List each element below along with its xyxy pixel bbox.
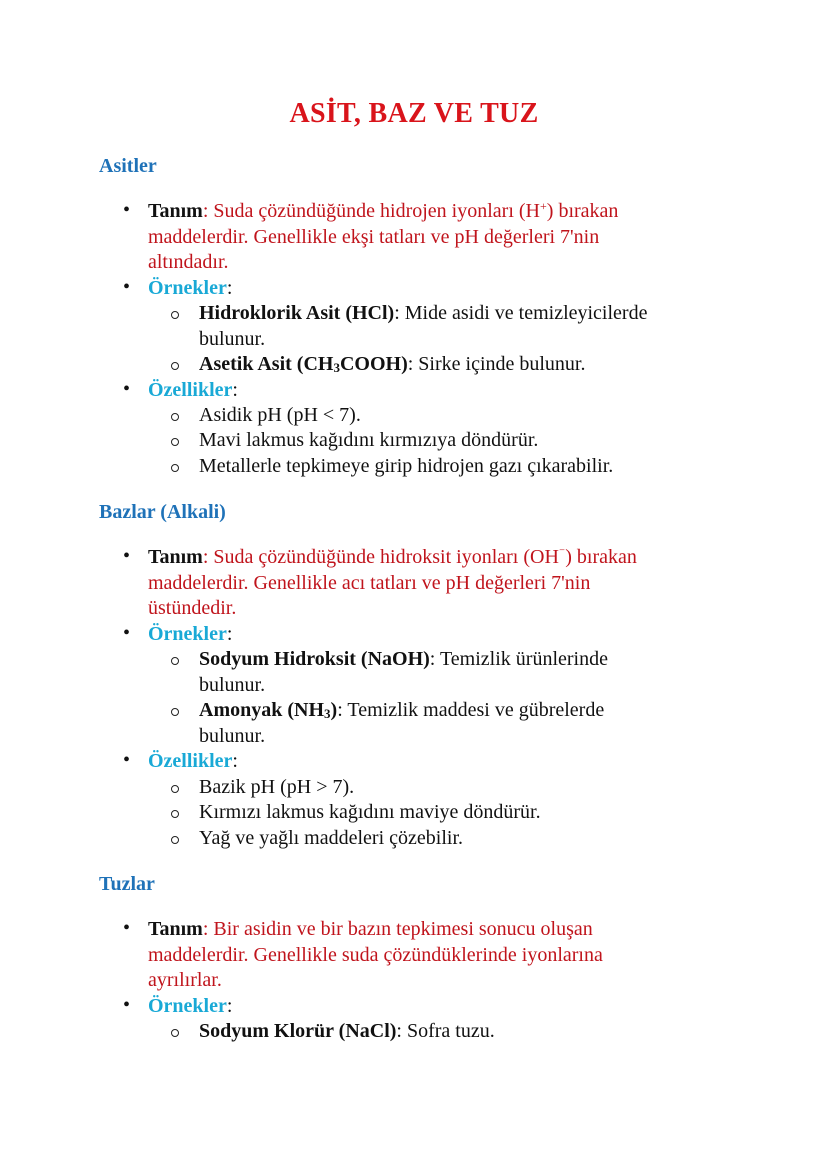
section-heading-bases: Bazlar (Alkali) xyxy=(99,501,226,523)
sub-bullet-icon xyxy=(171,785,179,793)
sub-bullet-icon xyxy=(171,708,179,716)
base-properties-label: Özellikler: xyxy=(148,750,238,772)
bullet-icon: • xyxy=(123,917,131,939)
definition-label: Tanım xyxy=(148,200,203,222)
bullet-icon: • xyxy=(123,199,131,221)
base-example-naoh-line2: bulunur. xyxy=(199,674,266,696)
acid-properties-label: Özellikler: xyxy=(148,379,238,401)
acid-example-hcl-line2: bulunur. xyxy=(199,328,266,350)
sub-bullet-icon xyxy=(171,464,179,472)
bullet-icon: • xyxy=(123,749,131,771)
base-examples-label: Örnekler: xyxy=(148,623,233,645)
acid-definition-line2: maddelerdir. Genellikle ekşi tatları ve pH değerleri 7'nin xyxy=(148,226,600,248)
salt-examples-label: Örnekler: xyxy=(148,995,233,1017)
sub-bullet-icon xyxy=(171,1029,179,1037)
base-example-naoh: Sodyum Hidroksit (NaOH): Temizlik ürünlerinde xyxy=(199,648,608,670)
salt-definition-line3: ayrılırlar. xyxy=(148,969,222,991)
sub-bullet-icon xyxy=(171,311,179,319)
acid-property: Metallerle tepkimeye girip hidrojen gazı çıkarabilir. xyxy=(199,455,614,477)
definition-label: Tanım xyxy=(148,546,203,568)
acid-examples-label: Örnekler: xyxy=(148,277,233,299)
salt-definition: Tanım: Bir asidin ve bir bazın tepkimesi sonucu oluşan xyxy=(148,918,593,940)
base-definition-line3: üstündedir. xyxy=(148,597,237,619)
base-definition-line2: maddelerdir. Genellikle acı tatları ve pH değerleri 7'nin xyxy=(148,572,591,594)
bullet-icon: • xyxy=(123,994,131,1016)
acid-example-acetic: Asetik Asit $(CH_3COOH)$: Sirke içinde bulunur. xyxy=(199,353,586,375)
acid-property: Mavi lakmus kağıdını kırmızıya döndürür. xyxy=(199,429,539,451)
section-heading-acids: Asitler xyxy=(99,155,157,177)
base-example-ammonia-line2: bulunur. xyxy=(199,725,266,747)
section-heading-salts: Tuzlar xyxy=(99,873,155,895)
bullet-icon: • xyxy=(123,545,131,567)
acid-property: Asidik pH (pH < 7). xyxy=(199,404,361,426)
acid-definition-line3: altındadır. xyxy=(148,251,229,273)
base-property: Bazik pH (pH > 7). xyxy=(199,776,355,798)
bullet-icon: • xyxy=(123,622,131,644)
salt-example-nacl: Sodyum Klorür (NaCl): Sofra tuzu. xyxy=(199,1020,495,1042)
sub-bullet-icon xyxy=(171,413,179,421)
sub-bullet-icon xyxy=(171,657,179,665)
acid-example-hcl: Hidroklorik Asit (HCl): Mide asidi ve temizleyicilerde xyxy=(199,302,648,324)
sub-bullet-icon xyxy=(171,362,179,370)
base-definition: Tanım: Suda çözündüğünde hidroksit iyonları (OH⁻) bırakan xyxy=(148,545,637,568)
base-property: Kırmızı lakmus kağıdını maviye döndürür. xyxy=(199,801,541,823)
acid-definition: Tanım: Suda çözündüğünde hidrojen iyonları (H+) bırakan xyxy=(148,199,619,222)
sub-bullet-icon xyxy=(171,810,179,818)
base-property: Yağ ve yağlı maddeleri çözebilir. xyxy=(199,827,464,849)
bullet-icon: • xyxy=(123,276,131,298)
salt-definition-line2: maddelerdir. Genellikle suda çözündüklerinde iyonlarına xyxy=(148,944,603,966)
page-title: ASİT, BAZ VE TUZ xyxy=(289,98,539,129)
definition-label: Tanım xyxy=(148,918,203,940)
bullet-icon: • xyxy=(123,378,131,400)
sub-bullet-icon xyxy=(171,836,179,844)
base-example-ammonia: Amonyak $(NH_3)$: Temizlik maddesi ve gübrelerde xyxy=(199,699,605,721)
sub-bullet-icon xyxy=(171,438,179,446)
